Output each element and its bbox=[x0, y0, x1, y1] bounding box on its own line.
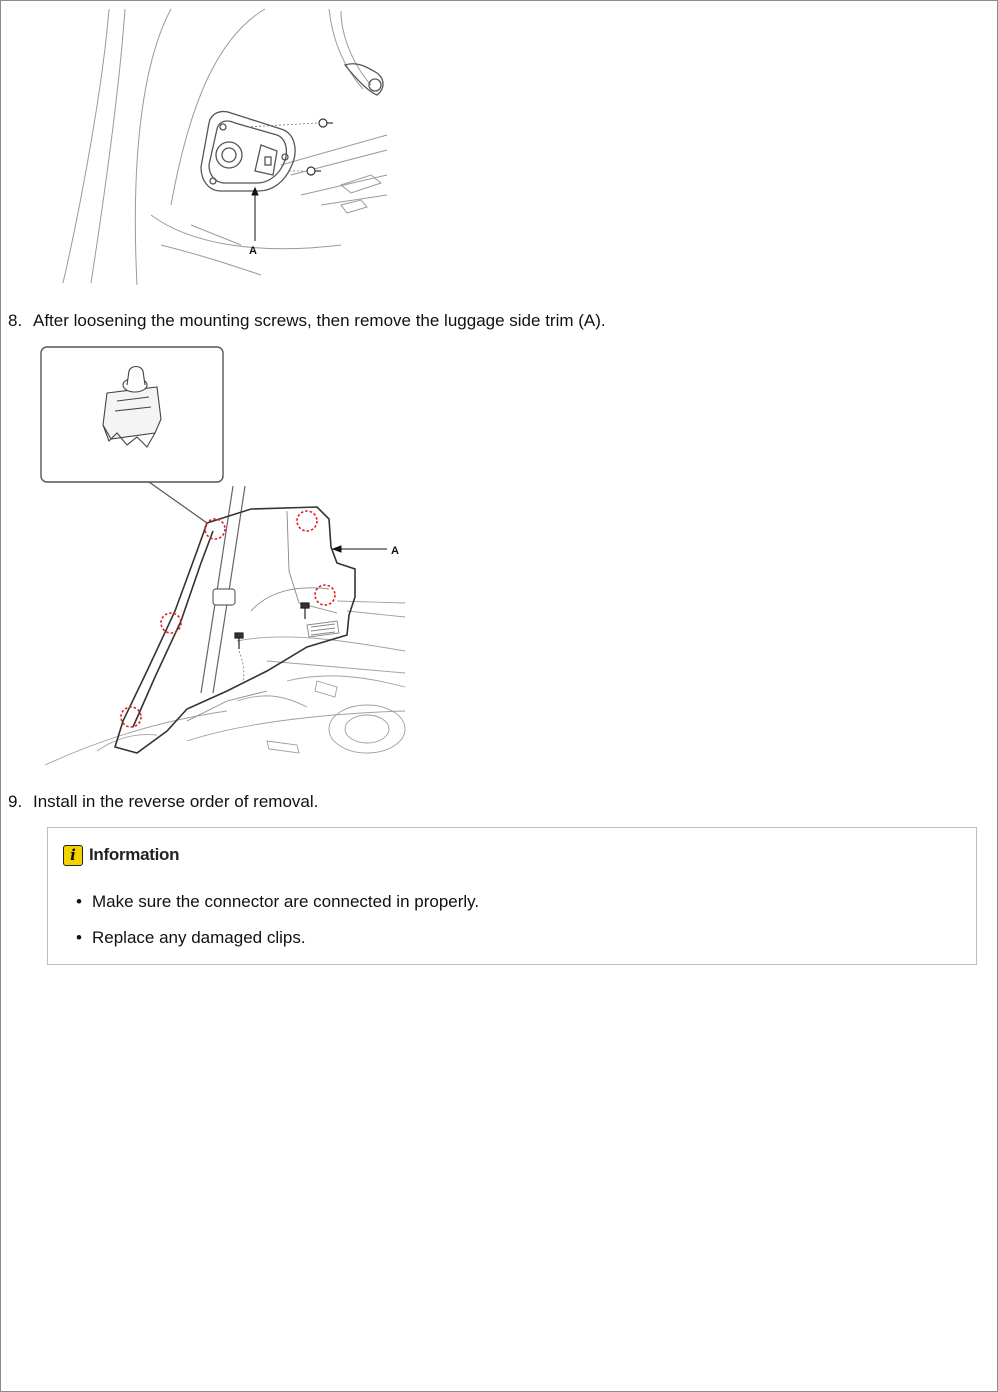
bracket-illustration bbox=[41, 5, 401, 287]
list-item bbox=[76, 928, 479, 948]
list-item-text: Make sure the connector are connected in properly. bbox=[92, 892, 480, 911]
callout-label: A bbox=[391, 545, 399, 557]
bullet: • bbox=[76, 892, 82, 911]
luggage-side-trim-illustration bbox=[37, 341, 409, 771]
bullet: • bbox=[76, 928, 82, 947]
step-8 bbox=[8, 311, 606, 331]
information-icon: i bbox=[63, 845, 83, 866]
step-text: After loosening the mounting screws, then remove the luggage side trim (A). bbox=[33, 311, 606, 330]
step-number: 8. bbox=[8, 311, 23, 330]
information-box bbox=[47, 827, 977, 965]
information-header bbox=[63, 843, 179, 867]
clip-marker bbox=[161, 613, 181, 633]
clip-marker bbox=[297, 511, 317, 531]
information-title: Information bbox=[89, 845, 180, 864]
step-text: Install in the reverse order of removal. bbox=[33, 792, 319, 811]
information-list bbox=[76, 892, 479, 964]
callout-label: A bbox=[249, 245, 257, 257]
step-9 bbox=[8, 792, 318, 812]
list-item-text: Replace any damaged clips. bbox=[92, 928, 306, 947]
step-number: 9. bbox=[8, 792, 23, 811]
list-item bbox=[76, 892, 479, 912]
